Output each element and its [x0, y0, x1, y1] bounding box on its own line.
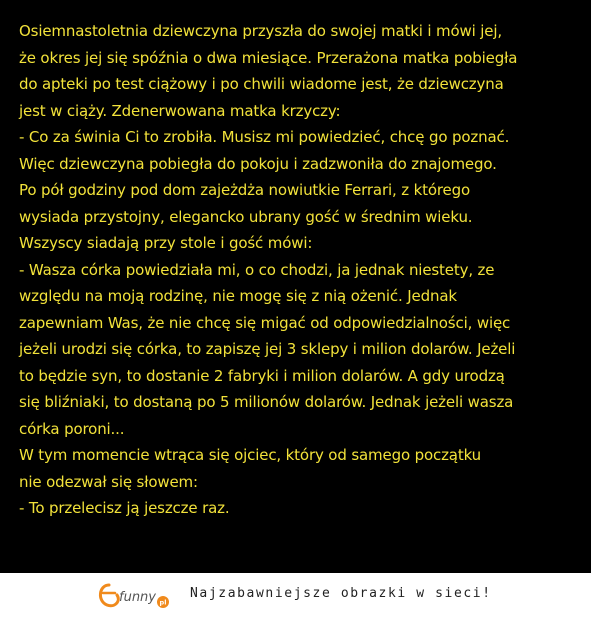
story-line: - Wasza córka powiedziała mi, o co chodzi, ja jednak niestety, ze	[19, 260, 495, 279]
story-line: to będzie syn, to dostanie 2 fabryki i milion dolarów. A gdy urodzą	[19, 366, 505, 385]
tagline: Najzabawniejsze obrazki w sieci!	[190, 586, 492, 601]
logo-suffix: pl	[159, 598, 167, 607]
funny-logo[interactable]	[95, 579, 175, 611]
story-line: Więc dziewczyna pobiegła do pokoju i zadzwoniła do znajomego.	[19, 154, 497, 173]
story-line: - To przelecisz ją jeszcze raz.	[19, 499, 230, 517]
story-line: że okres jej się spóźnia o dwa miesiące. Przerażona matka pobiegła	[19, 48, 518, 67]
story-line: nie odezwał się słowem:	[19, 472, 198, 491]
story-line: Po pół godziny pod dom zajeżdża nowiutkie Ferrari, z którego	[19, 181, 471, 199]
logo-wordmark: funny	[119, 590, 156, 605]
footer	[0, 573, 591, 617]
logo-swirl	[100, 585, 118, 606]
story-line: - Co za świnia Ci to zrobiła. Musisz mi powiedzieć, chcę go poznać.	[19, 128, 510, 146]
story-line: W tym momencie wtrąca się ojciec, który od samego początku	[19, 446, 482, 464]
story-line: się bliźniaki, to dostaną po 5 milionów dolarów. Jednak jeżeli wasza	[19, 393, 514, 411]
story-line: Osiemnastoletnia dziewczyna przyszła do swojej matki i mówi jej,	[19, 22, 503, 40]
story-line: do apteki po test ciążowy i po chwili wiadome jest, że dziewczyna	[19, 75, 504, 93]
story-line: córka poroni...	[19, 419, 125, 438]
story-line: Wszyscy siadają przy stole i gość mówi:	[19, 234, 313, 252]
story-line: jest w ciąży. Zdenerwowana matka krzyczy:	[19, 101, 341, 120]
story-line: jeżeli urodzi się córka, to zapiszę jej 3 sklepy i milion dolarów. Jeżeli	[19, 340, 516, 358]
story-line: względu na moją rodzinę, nie mogę się z nią ożenić. Jednak	[19, 287, 457, 305]
story-line: zapewniam Was, że nie chcę się migać od odpowiedzialności, więc	[19, 313, 511, 332]
story-line: wysiada przystojny, elegancko ubrany gość w średnim wieku.	[19, 207, 473, 226]
